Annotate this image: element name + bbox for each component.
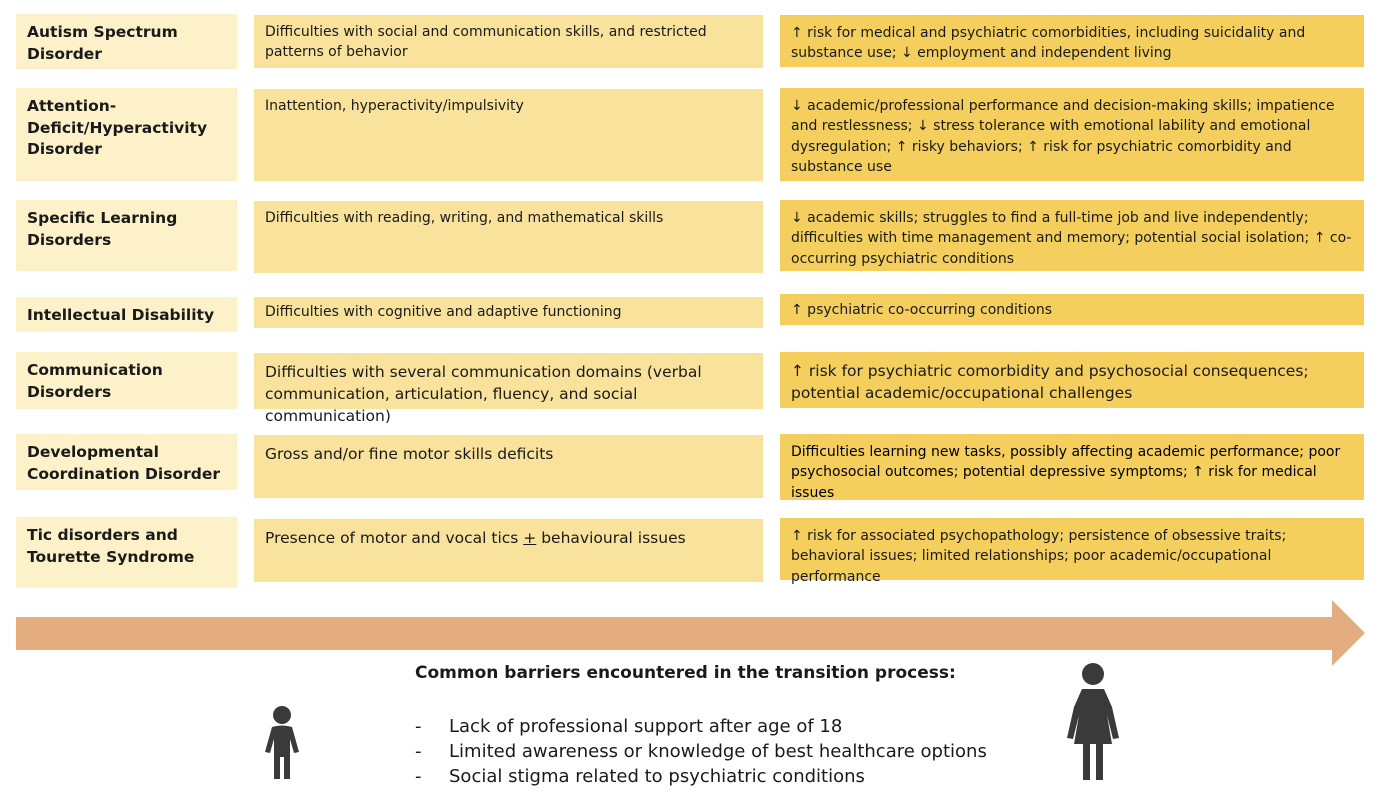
features-dcd: Gross and/or fine motor skills deficits (254, 435, 763, 498)
condition-intellectual: Intellectual Disability (16, 297, 237, 332)
condition-autism: Autism Spectrum Disorder (16, 14, 237, 69)
features-tic-main: Presence of motor and vocal tics (265, 529, 524, 547)
barriers-list (415, 714, 987, 789)
features-autism: Difficulties with social and communication skills, and restricted patterns of behavior (254, 15, 763, 68)
features-intellectual: Difficulties with cognitive and adaptive functioning (254, 297, 763, 328)
outcomes-dcd: Difficulties learning new tasks, possibly affecting academic performance; poor psychosocial outcomes; potential depressive symptoms; ↑ risk for medical issues (780, 434, 1364, 500)
transition-arrow (16, 600, 1366, 666)
child-icon (262, 705, 302, 779)
outcomes-tic: ↑ risk for associated psychopathology; persistence of obsessive traits; behavioral issues; limited relationships; poor academic/occupational performance (780, 518, 1364, 580)
condition-communication: Communication Disorders (16, 352, 237, 409)
features-tic (254, 519, 763, 582)
outcomes-adhd: ↓ academic/professional performance and decision-making skills; impatience and restlessness; ↓ stress tolerance with emotional lability and emotional dysregulation; ↑ risky behaviors; ↑ risk for psychiatric comorbidity and substance use (780, 88, 1364, 181)
barrier-item: - Lack of professional support after age of 18 (415, 716, 843, 737)
transition-arrow-shape (16, 600, 1365, 666)
features-communication: Difficulties with several communication domains (verbal communication, articulation, fluency, and social communication) (254, 353, 763, 409)
plus-minus-symbol: + (523, 529, 537, 547)
condition-adhd: Attention-Deficit/Hyperactivity Disorder (16, 88, 237, 181)
outcomes-intellectual: ↑ psychiatric co-occurring conditions (780, 294, 1364, 325)
outcomes-communication: ↑ risk for psychiatric comorbidity and psychosocial consequences; potential academic/occupational challenges (780, 352, 1364, 408)
adult-woman-icon (1066, 662, 1120, 780)
barrier-item: - Social stigma related to psychiatric conditions (415, 766, 865, 787)
barrier-item: - Limited awareness or knowledge of best healthcare options (415, 741, 987, 762)
features-learning: Difficulties with reading, writing, and mathematical skills (254, 201, 763, 273)
condition-learning: Specific Learning Disorders (16, 200, 237, 271)
condition-dcd: Developmental Coordination Disorder (16, 434, 237, 490)
barriers-title: Common barriers encountered in the transition process: (415, 663, 956, 683)
features-adhd: Inattention, hyperactivity/impulsivity (254, 89, 763, 181)
outcomes-autism: ↑ risk for medical and psychiatric comorbidities, including suicidality and substance use; ↓ employment and independent living (780, 15, 1364, 67)
condition-tic: Tic disorders and Tourette Syndrome (16, 517, 237, 588)
features-tic-rest: behavioural issues (536, 529, 686, 547)
outcomes-learning: ↓ academic skills; struggles to find a full-time job and live independently; difficulties with time management and memory; potential social isolation; ↑ co-occurring psychiatric conditions (780, 200, 1364, 271)
